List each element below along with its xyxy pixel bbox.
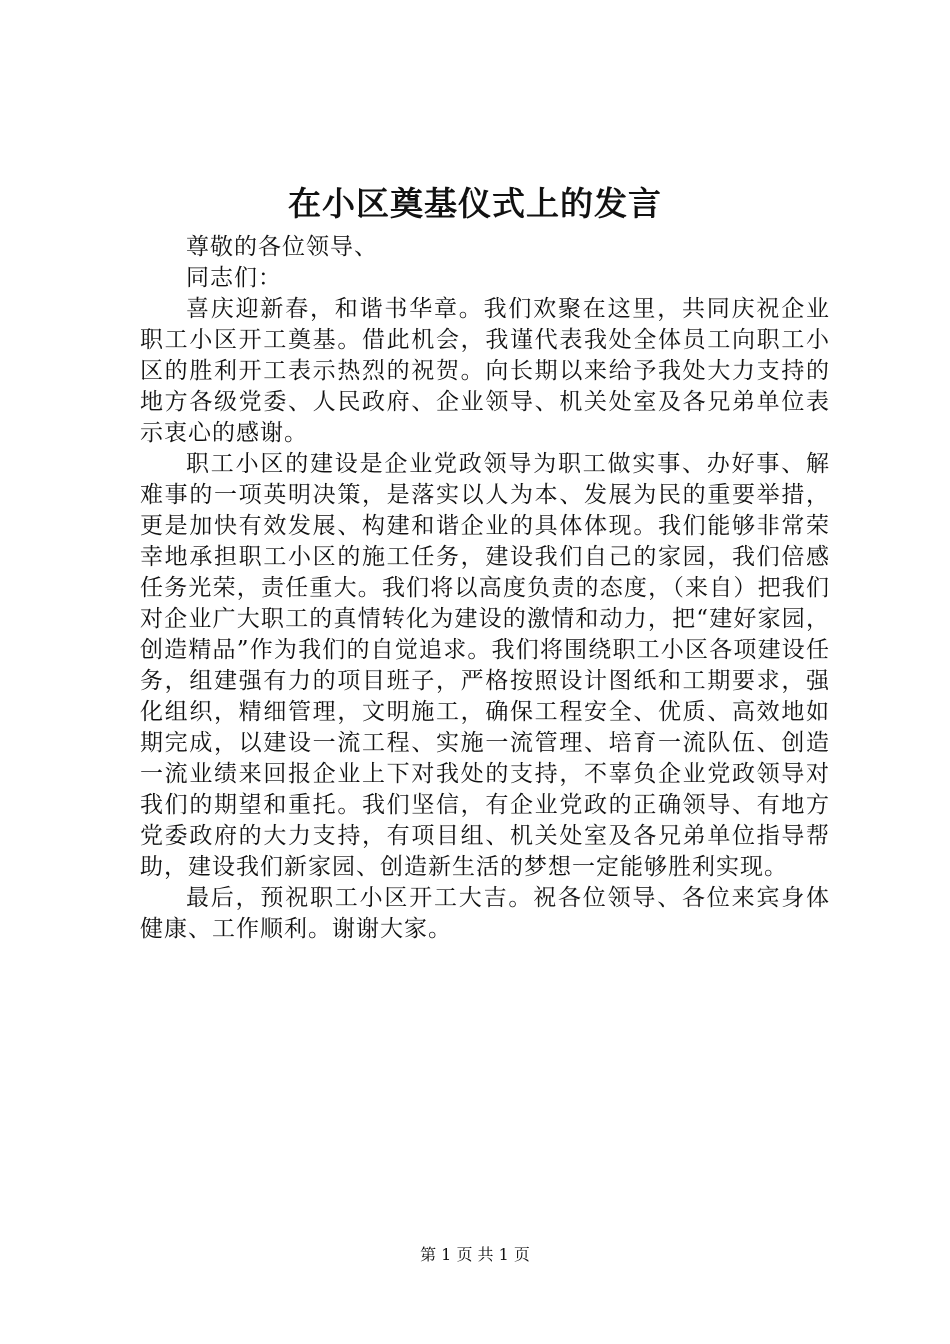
salutation-line-2: 同志们：	[186, 265, 282, 291]
document-body	[140, 232, 830, 945]
page-footer: 第 1 页 共 1 页	[420, 1245, 530, 1264]
salutation-line-1: 尊敬的各位领导、	[186, 234, 378, 260]
document-title: 在小区奠基仪式上的发言	[288, 184, 662, 223]
paragraph-closing: 最后，预祝职工小区开工大吉。祝各位领导、各位来宾身体健康、工作顺利。谢谢大家。	[140, 885, 830, 942]
paragraph-opening: 喜庆迎新春，和谐书华章。我们欢聚在这里，共同庆祝企业职工小区开工奠基。借此机会，我谨代表我处全体员工向职工小区的胜利开工表示热烈的祝贺。向长期以来给予我处大力支持的地方各级党委、人民政府、企业领导、机关处室及各兄弟单位表示衷心的感谢。	[140, 296, 830, 446]
paragraph-main: 职工小区的建设是企业党政领导为职工做实事、办好事、解难事的一项英明决策，是落实以人为本、发展为民的重要举措，更是加快有效发展、构建和谐企业的具体体现。我们能够非常荣幸地承担职工小区的施工任务，建设我们自己的家园，我们倍感任务光荣，责任重大。我们将以高度负责的态度，（来自）把我们对企业广大职工的真情转化为建设的激情和动力，把“建好家园，创造精品”作为我们的自觉追求。我们将围绕职工小区各项建设任务，组建强有力的项目班子，严格按照设计图纸和工期要求，强化组织，精细管理，文明施工，确保工程安全、优质、高效地如期完成，以建设一流工程、实施一流管理、培育一流队伍、创造一流业绩来回报企业上下对我处的支持，不辜负企业党政领导对我们的期望和重托。我们坚信，有企业党政的正确领导、有地方党委政府的大力支持，有项目组、机关处室及各兄弟单位指导帮助，建设我们新家园、创造新生活的梦想一定能够胜利实现。	[140, 451, 830, 880]
